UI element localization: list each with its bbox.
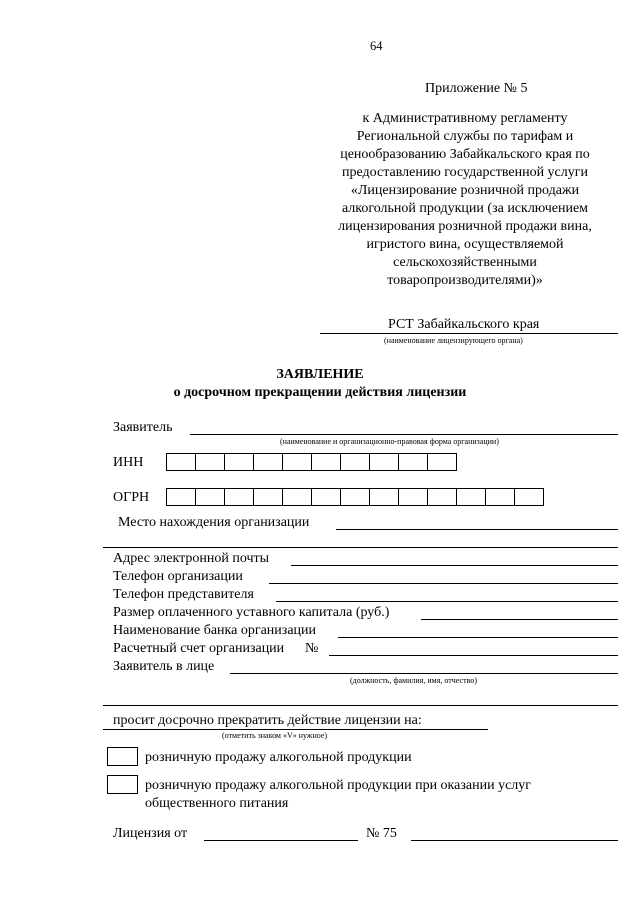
option2-label-line2: общественного питания <box>145 796 289 811</box>
ogrn-cell[interactable] <box>514 488 544 506</box>
option1-label: розничную продажу алкогольной продукции <box>145 750 412 765</box>
inn-cell[interactable] <box>282 453 312 471</box>
appendix-line: ценообразованию Забайкальского края по <box>340 147 590 162</box>
ogrn-cell[interactable] <box>398 488 428 506</box>
inn-cell[interactable] <box>166 453 196 471</box>
inn-label: ИНН <box>113 455 144 470</box>
person-label: Заявитель в лице <box>113 659 215 674</box>
inn-cell[interactable] <box>195 453 225 471</box>
ogrn-cell[interactable] <box>166 488 196 506</box>
rep-phone-field[interactable] <box>276 601 618 602</box>
location-field[interactable] <box>336 529 618 530</box>
appendix-line: сельскохозяйственными <box>393 255 537 270</box>
ogrn-cell[interactable] <box>369 488 399 506</box>
applicant-label: Заявитель <box>113 420 173 435</box>
ogrn-cell[interactable] <box>282 488 312 506</box>
ogrn-cell[interactable] <box>456 488 486 506</box>
inn-cell[interactable] <box>398 453 428 471</box>
account-number-sign: № <box>305 641 319 656</box>
authority-value: РСТ Забайкальского края <box>388 317 540 332</box>
option1-checkbox[interactable] <box>107 747 138 766</box>
appendix-line: лицензирования розничной продажи вина, <box>338 219 592 234</box>
authority-caption: (наименование лицензирующего органа) <box>384 336 523 345</box>
ogrn-cell[interactable] <box>340 488 370 506</box>
inn-cell[interactable] <box>369 453 399 471</box>
ogrn-cell[interactable] <box>485 488 515 506</box>
capital-field[interactable] <box>421 619 618 620</box>
option2-checkbox[interactable] <box>107 775 138 794</box>
appendix-line: игристого вина, осуществляемой <box>366 237 564 252</box>
inn-cell[interactable] <box>253 453 283 471</box>
location-field-line2[interactable] <box>103 547 618 548</box>
bank-field[interactable] <box>338 637 618 638</box>
ogrn-cell[interactable] <box>195 488 225 506</box>
capital-label: Размер оплаченного уставного капитала (руб.) <box>113 605 390 620</box>
applicant-caption: (наименование и организационно-правовая форма организации) <box>280 437 499 446</box>
org-phone-field[interactable] <box>269 583 618 584</box>
org-phone-label: Телефон организации <box>113 569 243 584</box>
appendix-text <box>300 110 630 290</box>
appendix-line: алкогольной продукции (за исключением <box>341 201 589 216</box>
appendix-line: Региональной службы по тарифам и <box>356 129 574 144</box>
license-date-field[interactable] <box>204 840 358 841</box>
account-label: Расчетный счет организации <box>113 641 285 656</box>
request-caption: (отметить знаком «V» нужное) <box>222 731 328 740</box>
person-field-line2[interactable] <box>103 705 618 706</box>
inn-cell[interactable] <box>224 453 254 471</box>
location-label: Место нахождения организации <box>118 515 310 530</box>
ogrn-cells[interactable] <box>166 488 544 506</box>
inn-cell[interactable] <box>340 453 370 471</box>
form-subtitle: о досрочном прекращении действия лицензии <box>173 385 467 400</box>
ogrn-cell[interactable] <box>253 488 283 506</box>
bank-label: Наименование банка организации <box>113 623 317 638</box>
ogrn-cell[interactable] <box>311 488 341 506</box>
person-caption: (должность, фамилия, имя, отчество) <box>350 676 477 685</box>
inn-cell[interactable] <box>427 453 457 471</box>
ogrn-cell[interactable] <box>224 488 254 506</box>
appendix-line: предоставлению государственной услуги <box>342 165 588 180</box>
rep-phone-label: Телефон представителя <box>113 587 254 602</box>
inn-cell[interactable] <box>311 453 341 471</box>
page-number: 64 <box>370 39 383 53</box>
ogrn-label: ОГРН <box>113 490 150 505</box>
request-underline <box>103 729 488 730</box>
request-text: просит досрочно прекратить действие лицензии на: <box>113 713 422 728</box>
ogrn-cell[interactable] <box>427 488 457 506</box>
account-field[interactable] <box>329 655 618 656</box>
inn-cells[interactable] <box>166 453 457 471</box>
authority-underline <box>320 333 618 334</box>
appendix-line: к Административному регламенту <box>362 111 568 126</box>
appendix-line: товаропроизводителями)» <box>387 273 543 288</box>
email-field[interactable] <box>291 565 618 566</box>
email-label: Адрес электронной почты <box>113 551 270 566</box>
applicant-field[interactable] <box>190 434 618 435</box>
form-title: ЗАЯВЛЕНИЕ <box>276 367 364 382</box>
license-label: Лицензия от <box>113 826 188 841</box>
appendix-title: Приложение № 5 <box>425 81 528 96</box>
license-number-field[interactable] <box>411 840 618 841</box>
person-field[interactable] <box>230 673 618 674</box>
license-number-label: № 75 <box>366 826 397 841</box>
option2-label-line1: розничную продажу алкогольной продукции при оказании услуг <box>145 778 532 793</box>
appendix-line: «Лицензирование розничной продажи <box>350 183 580 198</box>
